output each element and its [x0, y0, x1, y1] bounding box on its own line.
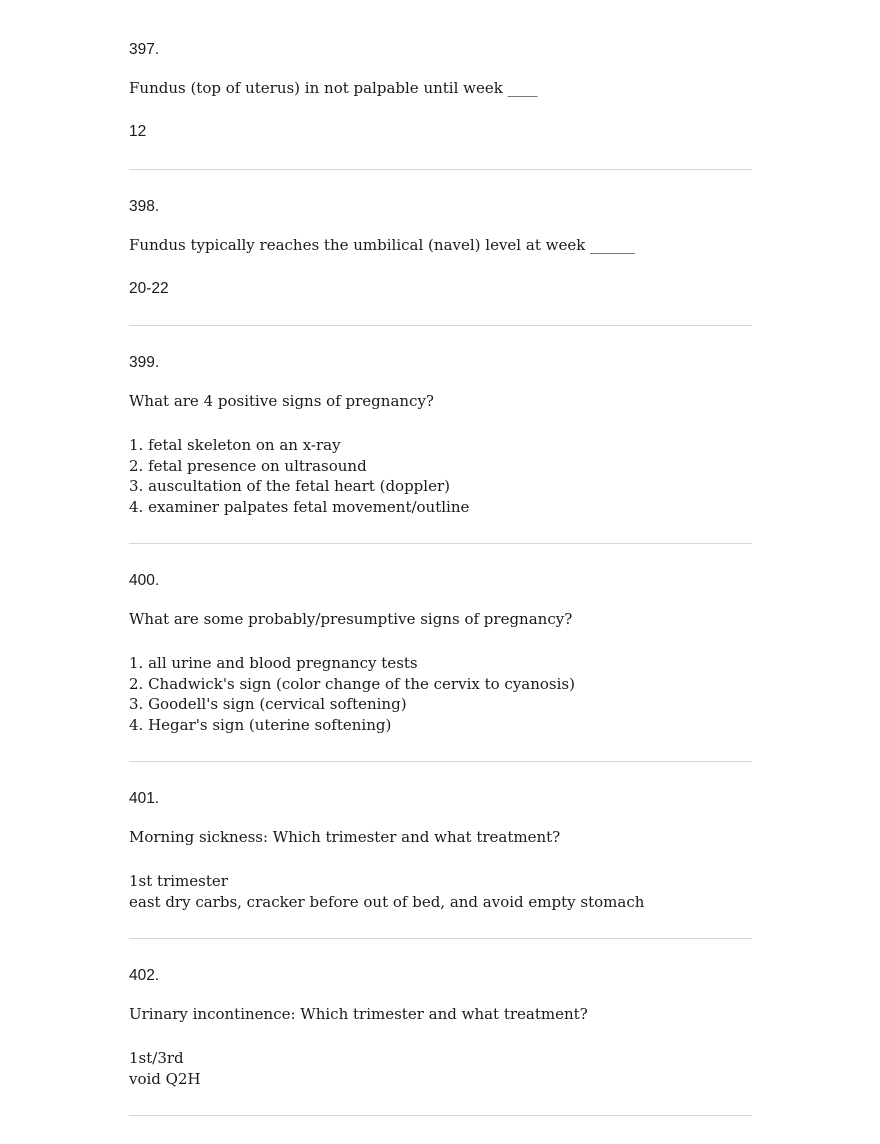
card-number: 399.: [129, 354, 160, 371]
flashcard: [129, 41, 752, 170]
answer-line: 3. Goodell's sign (cervical softening): [129, 695, 407, 713]
flashcard: [129, 198, 752, 327]
card-number: 401.: [129, 790, 160, 807]
card-number: 398.: [129, 197, 160, 215]
card-question: Fundus typically reaches the umbilical (navel) level at week ______: [129, 235, 636, 254]
card-question: What are some probably/presumptive signs of pregnancy?: [129, 610, 573, 628]
answer-line: 1. all urine and blood pregnancy tests: [129, 654, 418, 672]
flashcard: [129, 354, 752, 544]
answer-line: 12: [129, 123, 147, 140]
answer-line: void Q2H: [129, 1069, 201, 1088]
card-answer: [129, 122, 752, 143]
answer-line: 20-22: [129, 279, 169, 297]
card-answer: [129, 653, 752, 735]
flashcard: [129, 572, 752, 762]
card-number: 402.: [129, 967, 160, 984]
flashcard-list: [129, 41, 752, 1144]
answer-line: 1st trimester: [129, 872, 228, 890]
card-number: 400.: [129, 572, 160, 589]
card-question: Fundus (top of uterus) in not palpable until week ____: [129, 79, 538, 97]
answer-line: east dry carbs, cracker before out of bed, and avoid empty stomach: [129, 892, 645, 911]
answer-line: 4. examiner palpates fetal movement/outline: [129, 497, 470, 516]
flashcard: [129, 790, 752, 939]
card-number: 397.: [129, 41, 160, 58]
flashcard: [129, 967, 752, 1116]
card-question: Morning sickness: Which trimester and what treatment?: [129, 828, 561, 846]
answer-line: 1. fetal skeleton on an x-ray: [129, 436, 341, 454]
answer-line: 4. Hegar's sign (uterine softening): [129, 715, 392, 734]
answer-line: 2. fetal presence on ultrasound: [129, 456, 367, 475]
answer-line: 1st/3rd: [129, 1049, 184, 1067]
answer-line: 3. auscultation of the fetal heart (doppler): [129, 477, 450, 495]
card-question: Urinary incontinence: Which trimester and what treatment?: [129, 1005, 588, 1023]
card-answer: [129, 435, 752, 517]
card-answer: [129, 1048, 752, 1089]
answer-line: 2. Chadwick's sign (color change of the cervix to cyanosis): [129, 674, 575, 693]
card-answer: [129, 279, 752, 300]
card-answer: [129, 871, 752, 912]
card-question: What are 4 positive signs of pregnancy?: [129, 392, 434, 410]
